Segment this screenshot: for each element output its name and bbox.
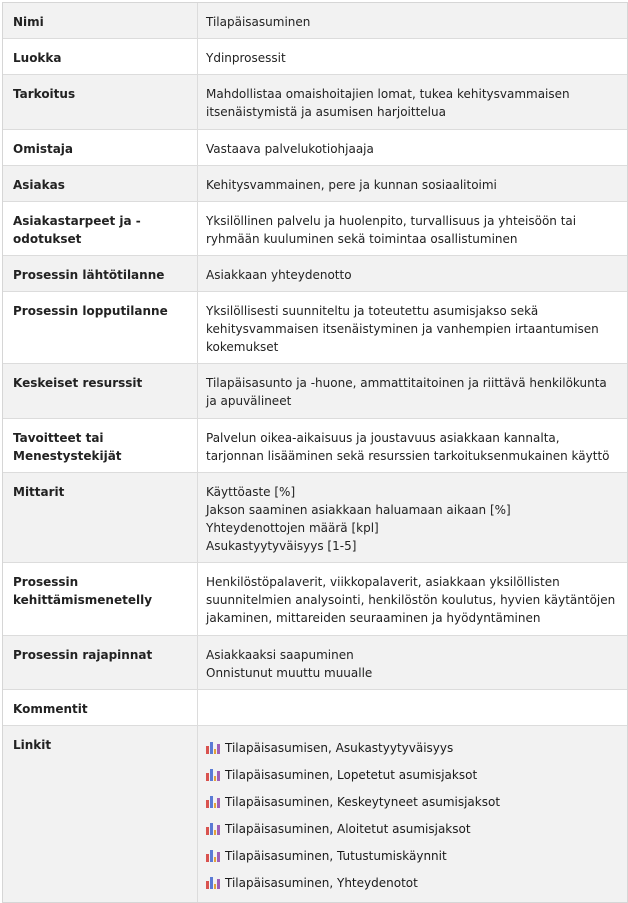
row-value	[198, 419, 627, 472]
row-lahtotilanne	[3, 256, 627, 292]
row-value	[198, 3, 627, 38]
row-asiakastarpeet	[3, 202, 627, 256]
row-tarkoitus	[3, 75, 627, 130]
row-label: Prosessin rajapinnat	[3, 636, 198, 689]
value-line: itsenäistymistä ja asumisen harjoittelua	[206, 105, 446, 119]
links-list	[198, 726, 627, 902]
row-label: Prosessin lopputilanne	[3, 292, 198, 363]
value-line: Onnistunut muuttu muualle	[206, 666, 373, 680]
row-value	[198, 473, 627, 562]
row-label: Keskeiset resurssit	[3, 364, 198, 418]
row-lopputilanne	[3, 292, 627, 364]
value-line: Käyttöaste [%]	[206, 485, 296, 499]
value-line: Ydinprosessit	[206, 51, 286, 65]
report-link[interactable]	[206, 842, 627, 869]
bar-chart-icon	[206, 795, 220, 808]
row-label: Asiakas	[3, 166, 198, 201]
bar-chart-icon	[206, 741, 220, 754]
report-link[interactable]	[206, 869, 627, 896]
row-label: Tarkoitus	[3, 75, 198, 129]
row-label: Mittarit	[3, 473, 198, 562]
value-line: Jakson saaminen asiakkaan haluamaan aikaan [%]	[206, 503, 511, 517]
report-link[interactable]	[206, 815, 627, 842]
row-label: Prosessin lähtötilanne	[3, 256, 198, 291]
value-line: Kehitysvammainen, pere ja kunnan sosiaalitoimi	[206, 178, 497, 192]
row-label: Tavoitteet tai Menestystekijät	[3, 419, 198, 472]
row-value	[198, 636, 627, 689]
row-value	[198, 256, 627, 291]
row-nimi	[3, 3, 627, 39]
row-value	[198, 690, 627, 725]
row-value	[198, 39, 627, 74]
value-line: Palvelun oikea-aikaisuus ja joustavuus asiakkaan kannalta,	[206, 431, 560, 445]
row-resurssit	[3, 364, 627, 419]
value-line: Henkilöstöpalaverit, viikkopalaverit, asiakkaan yksilöllisten	[206, 575, 560, 589]
value-line: Tilapäisasuminen	[206, 15, 311, 29]
row-label: Asiakastarpeet ja -odotukset	[3, 202, 198, 255]
report-link-text[interactable]: Tilapäisasuminen, Lopetetut asumisjaksot	[225, 767, 478, 782]
report-link-text[interactable]: Tilapäisasuminen, Yhteydenotot	[225, 875, 418, 890]
row-asiakas	[3, 166, 627, 202]
row-omistaja	[3, 130, 627, 166]
row-label: Luokka	[3, 39, 198, 74]
report-link-text[interactable]: Tilapäisasuminen, Aloitetut asumisjaksot	[225, 821, 471, 836]
value-line: kokemukset	[206, 340, 279, 354]
report-link[interactable]	[206, 734, 627, 761]
value-line: Yksilöllinen palvelu ja huolenpito, turvallisuus ja yhteisöön tai	[206, 214, 577, 228]
row-value	[198, 166, 627, 201]
row-label: Kommentit	[3, 690, 198, 725]
row-kommentit	[3, 690, 627, 726]
value-line: kehitysvammaisen itsenäistyminen ja vanhempien irtaantumisen	[206, 322, 599, 336]
value-line: Vastaava palvelukotiohjaaja	[206, 142, 374, 156]
value-line: Yksilöllisesti suunniteltu ja toteutettu asumisjakso sekä	[206, 304, 539, 318]
row-label: Omistaja	[3, 130, 198, 165]
row-luokka	[3, 39, 627, 75]
row-value	[198, 130, 627, 165]
row-value	[198, 75, 627, 129]
row-tavoitteet	[3, 419, 627, 473]
value-line: Asukastyytyväisyys [1-5]	[206, 539, 357, 553]
row-label: Nimi	[3, 3, 198, 38]
row-mittarit	[3, 473, 627, 563]
row-value	[198, 292, 627, 363]
value-line: ja apuvälineet	[206, 394, 292, 408]
row-label: Linkit	[3, 726, 198, 902]
process-details-table	[2, 2, 628, 903]
value-line: Asiakkaaksi saapuminen	[206, 648, 354, 662]
value-line: Asiakkaan yhteydenotto	[206, 268, 352, 282]
report-link[interactable]	[206, 788, 627, 815]
value-line: tarjonnan lisääminen sekä resurssien tarkoituksenmukainen käyttö	[206, 449, 610, 463]
bar-chart-icon	[206, 822, 220, 835]
row-value	[198, 364, 627, 418]
report-link[interactable]	[206, 761, 627, 788]
row-value	[198, 563, 627, 635]
report-link-text[interactable]: Tilapäisasuminen, Keskeytyneet asumisjaksot	[225, 794, 501, 809]
bar-chart-icon	[206, 876, 220, 889]
row-kehittamismenetelly	[3, 563, 627, 636]
value-line: Tilapäisasunto ja -huone, ammattitaitoinen ja riittävä henkilökunta	[206, 376, 607, 390]
report-link-text[interactable]: Tilapäisasuminen, Tutustumiskäynnit	[225, 848, 447, 863]
value-line: jakaminen, mittareiden seuraaminen ja hyödyntäminen	[206, 611, 541, 625]
value-line: Yhteydenottojen määrä [kpl]	[206, 521, 379, 535]
row-linkit	[3, 726, 627, 902]
bar-chart-icon	[206, 768, 220, 781]
bar-chart-icon	[206, 849, 220, 862]
row-rajapinnat	[3, 636, 627, 690]
value-line: ryhmään kuuluminen sekä toimintaa osallistuminen	[206, 232, 518, 246]
row-value	[198, 202, 627, 255]
value-line: Mahdollistaa omaishoitajien lomat, tukea kehitysvammaisen	[206, 87, 570, 101]
report-link-text[interactable]: Tilapäisasumisen, Asukastyytyväisyys	[225, 740, 454, 755]
value-line: suunnitelmien analysointi, henkilöstön koulutus, hyvien käytäntöjen	[206, 593, 616, 607]
row-label: Prosessin kehittämismenetelly	[3, 563, 198, 635]
